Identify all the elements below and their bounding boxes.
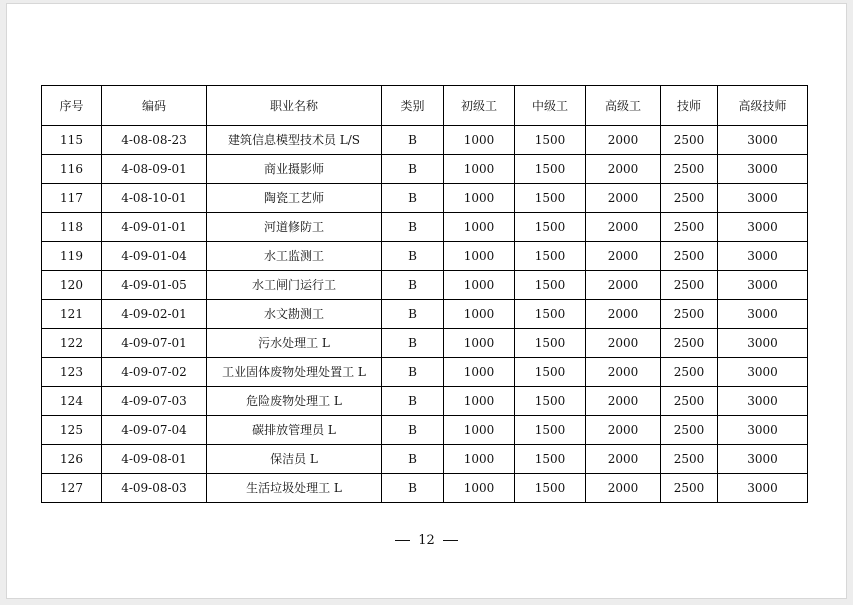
cell-category: B <box>382 155 444 184</box>
table-row <box>42 155 808 184</box>
cell-senior: 2000 <box>586 271 661 300</box>
cell-category: B <box>382 126 444 155</box>
table-row <box>42 445 808 474</box>
cell-junior: 1000 <box>444 474 515 503</box>
header-technician: 技师 <box>661 86 718 126</box>
cell-senior: 2000 <box>586 300 661 329</box>
table-row <box>42 329 808 358</box>
cell-senior: 2000 <box>586 474 661 503</box>
cell-senior-technician: 3000 <box>718 387 808 416</box>
cell-intermediate: 1500 <box>515 213 586 242</box>
cell-technician: 2500 <box>661 213 718 242</box>
header-occupation-name: 职业名称 <box>207 86 382 126</box>
cell-junior: 1000 <box>444 329 515 358</box>
cell-category: B <box>382 242 444 271</box>
cell-intermediate: 1500 <box>515 126 586 155</box>
cell-code: 4-09-08-03 <box>102 474 207 503</box>
cell-technician: 2500 <box>661 416 718 445</box>
cell-junior: 1000 <box>444 358 515 387</box>
cell-senior-technician: 3000 <box>718 300 808 329</box>
cell-intermediate: 1500 <box>515 416 586 445</box>
cell-occupation-name: 危险废物处理工 L <box>207 387 382 416</box>
cell-technician: 2500 <box>661 358 718 387</box>
cell-code: 4-09-01-01 <box>102 213 207 242</box>
cell-index: 125 <box>42 416 102 445</box>
table-row <box>42 271 808 300</box>
cell-code: 4-09-08-01 <box>102 445 207 474</box>
cell-technician: 2500 <box>661 387 718 416</box>
cell-senior-technician: 3000 <box>718 242 808 271</box>
cell-senior-technician: 3000 <box>718 445 808 474</box>
cell-senior: 2000 <box>586 445 661 474</box>
cell-category: B <box>382 445 444 474</box>
cell-index: 123 <box>42 358 102 387</box>
cell-code: 4-09-02-01 <box>102 300 207 329</box>
cell-intermediate: 1500 <box>515 445 586 474</box>
cell-senior-technician: 3000 <box>718 155 808 184</box>
cell-technician: 2500 <box>661 155 718 184</box>
table-body <box>42 126 808 503</box>
cell-technician: 2500 <box>661 474 718 503</box>
cell-intermediate: 1500 <box>515 329 586 358</box>
cell-index: 115 <box>42 126 102 155</box>
table-row <box>42 242 808 271</box>
cell-occupation-name: 陶瓷工艺师 <box>207 184 382 213</box>
cell-junior: 1000 <box>444 242 515 271</box>
table-row <box>42 126 808 155</box>
cell-junior: 1000 <box>444 445 515 474</box>
cell-code: 4-09-07-03 <box>102 387 207 416</box>
cell-code: 4-09-01-04 <box>102 242 207 271</box>
cell-occupation-name: 污水处理工 L <box>207 329 382 358</box>
cell-code: 4-08-10-01 <box>102 184 207 213</box>
document-page <box>6 3 847 599</box>
header-intermediate: 中级工 <box>515 86 586 126</box>
cell-senior: 2000 <box>586 213 661 242</box>
cell-junior: 1000 <box>444 271 515 300</box>
cell-intermediate: 1500 <box>515 271 586 300</box>
cell-occupation-name: 水文勘测工 <box>207 300 382 329</box>
cell-senior-technician: 3000 <box>718 474 808 503</box>
cell-senior-technician: 3000 <box>718 213 808 242</box>
cell-index: 127 <box>42 474 102 503</box>
cell-category: B <box>382 300 444 329</box>
cell-senior-technician: 3000 <box>718 271 808 300</box>
table-row <box>42 213 808 242</box>
cell-index: 116 <box>42 155 102 184</box>
cell-intermediate: 1500 <box>515 184 586 213</box>
table-row <box>42 358 808 387</box>
cell-code: 4-09-01-05 <box>102 271 207 300</box>
cell-intermediate: 1500 <box>515 387 586 416</box>
cell-senior-technician: 3000 <box>718 416 808 445</box>
cell-occupation-name: 商业摄影师 <box>207 155 382 184</box>
cell-technician: 2500 <box>661 271 718 300</box>
cell-index: 126 <box>42 445 102 474</box>
occupation-subsidy-table <box>41 85 808 503</box>
header-code: 编码 <box>102 86 207 126</box>
cell-code: 4-09-07-04 <box>102 416 207 445</box>
cell-index: 117 <box>42 184 102 213</box>
header-senior-technician: 高级技师 <box>718 86 808 126</box>
cell-senior: 2000 <box>586 387 661 416</box>
header-index: 序号 <box>42 86 102 126</box>
footer-dash-right <box>443 540 458 541</box>
cell-senior-technician: 3000 <box>718 126 808 155</box>
footer-dash-left <box>395 540 410 541</box>
cell-technician: 2500 <box>661 242 718 271</box>
cell-index: 124 <box>42 387 102 416</box>
cell-occupation-name: 建筑信息模型技术员 L/S <box>207 126 382 155</box>
cell-junior: 1000 <box>444 184 515 213</box>
cell-category: B <box>382 358 444 387</box>
cell-senior-technician: 3000 <box>718 329 808 358</box>
cell-index: 118 <box>42 213 102 242</box>
cell-category: B <box>382 416 444 445</box>
cell-junior: 1000 <box>444 213 515 242</box>
cell-junior: 1000 <box>444 155 515 184</box>
header-senior: 高级工 <box>586 86 661 126</box>
cell-code: 4-09-07-02 <box>102 358 207 387</box>
cell-technician: 2500 <box>661 445 718 474</box>
cell-junior: 1000 <box>444 416 515 445</box>
cell-technician: 2500 <box>661 300 718 329</box>
cell-junior: 1000 <box>444 387 515 416</box>
cell-category: B <box>382 271 444 300</box>
cell-occupation-name: 碳排放管理员 L <box>207 416 382 445</box>
cell-technician: 2500 <box>661 126 718 155</box>
cell-category: B <box>382 387 444 416</box>
cell-junior: 1000 <box>444 126 515 155</box>
header-junior: 初级工 <box>444 86 515 126</box>
cell-senior-technician: 3000 <box>718 358 808 387</box>
cell-intermediate: 1500 <box>515 242 586 271</box>
cell-senior-technician: 3000 <box>718 184 808 213</box>
table-row <box>42 184 808 213</box>
cell-category: B <box>382 184 444 213</box>
page-footer <box>7 533 846 548</box>
cell-index: 122 <box>42 329 102 358</box>
cell-intermediate: 1500 <box>515 155 586 184</box>
cell-category: B <box>382 329 444 358</box>
cell-senior: 2000 <box>586 242 661 271</box>
table-row <box>42 474 808 503</box>
cell-senior: 2000 <box>586 155 661 184</box>
table-header-row <box>42 86 808 126</box>
cell-senior: 2000 <box>586 329 661 358</box>
table-row <box>42 300 808 329</box>
cell-occupation-name: 河道修防工 <box>207 213 382 242</box>
cell-occupation-name: 水工监测工 <box>207 242 382 271</box>
page-number: 12 <box>418 533 435 548</box>
cell-senior: 2000 <box>586 126 661 155</box>
cell-code: 4-09-07-01 <box>102 329 207 358</box>
header-category: 类别 <box>382 86 444 126</box>
cell-senior: 2000 <box>586 358 661 387</box>
cell-index: 120 <box>42 271 102 300</box>
cell-index: 119 <box>42 242 102 271</box>
cell-senior: 2000 <box>586 416 661 445</box>
cell-code: 4-08-09-01 <box>102 155 207 184</box>
cell-occupation-name: 工业固体废物处理处置工 L <box>207 358 382 387</box>
cell-category: B <box>382 213 444 242</box>
cell-occupation-name: 水工闸门运行工 <box>207 271 382 300</box>
cell-intermediate: 1500 <box>515 358 586 387</box>
cell-senior: 2000 <box>586 184 661 213</box>
cell-code: 4-08-08-23 <box>102 126 207 155</box>
cell-junior: 1000 <box>444 300 515 329</box>
table-row <box>42 416 808 445</box>
cell-occupation-name: 保洁员 L <box>207 445 382 474</box>
cell-intermediate: 1500 <box>515 300 586 329</box>
cell-index: 121 <box>42 300 102 329</box>
table-row <box>42 387 808 416</box>
cell-intermediate: 1500 <box>515 474 586 503</box>
cell-technician: 2500 <box>661 184 718 213</box>
cell-technician: 2500 <box>661 329 718 358</box>
cell-category: B <box>382 474 444 503</box>
cell-occupation-name: 生活垃圾处理工 L <box>207 474 382 503</box>
